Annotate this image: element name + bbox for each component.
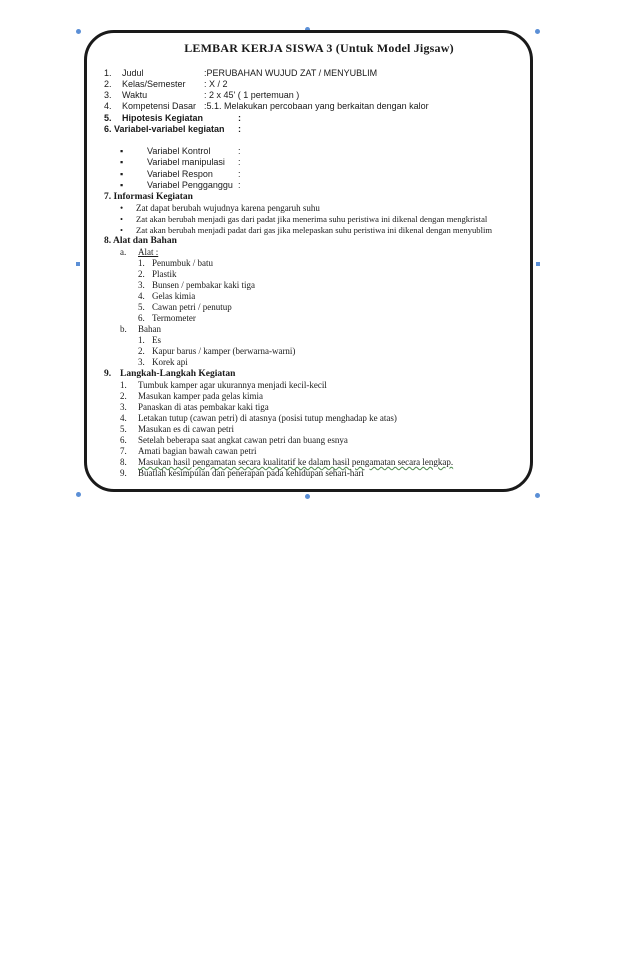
bahan-title: Bahan: [138, 324, 161, 334]
info-row-judul: [104, 68, 377, 79]
item-text: Gelas kimia: [152, 291, 196, 301]
bullet-icon: ▪: [120, 157, 124, 167]
item-num: 3.: [138, 357, 145, 367]
info-label: Kompetensi Dasar: [122, 101, 197, 111]
step-text: Masukan hasil pengamatan secara kualitatif ke dalam hasil pengamatan secara lengkap.: [138, 457, 454, 467]
info-row-hipotesis: [104, 113, 241, 124]
alat-item: [138, 291, 195, 302]
item-text: Penumbuk / batu: [152, 258, 213, 268]
variable-label: Variabel Pengganggu: [147, 180, 233, 190]
bahan-letter: b.: [120, 324, 127, 334]
step-num: 5.: [120, 424, 127, 434]
step-text: Setelah beberapa saat angkat cawan petri dan buang esnya: [138, 435, 348, 445]
variable-colon: :: [238, 157, 241, 167]
variable-item: [120, 146, 241, 157]
info-row-kompetensi: [104, 101, 429, 112]
info-label: Kelas/Semester: [122, 79, 186, 89]
variable-colon: :: [238, 180, 241, 190]
item-num: 6.: [138, 313, 145, 323]
info-num: 5.: [104, 113, 112, 123]
info-value: : 2 x 45' ( 1 pertemuan ): [204, 90, 300, 100]
alat-item: [138, 313, 196, 324]
info-label: Judul: [122, 68, 144, 78]
variable-item: [120, 180, 241, 191]
variable-label: Variabel Kontrol: [147, 146, 211, 156]
bahan-item: [138, 346, 295, 357]
bullet-icon: •: [120, 203, 124, 213]
step-text: Tumbuk kamper agar ukurannya menjadi kecil-kecil: [138, 380, 327, 390]
step-text: Buatlah kesimpulan dan penerapan pada kehidupan sehari-hari: [138, 468, 364, 478]
info-row-variabel: [104, 124, 241, 135]
info-item-text: Zat dapat berubah wujudnya karena pengaruh suhu: [136, 203, 320, 213]
info-item: [120, 225, 492, 236]
step-item: [120, 424, 234, 435]
info-row-waktu: [104, 90, 299, 101]
item-text: Kapur barus / kamper (berwarna-warni): [152, 346, 296, 356]
item-num: 2.: [138, 346, 145, 356]
item-text: Cawan petri / penutup: [152, 302, 232, 312]
step-item: [120, 468, 364, 479]
variable-colon: :: [238, 169, 241, 179]
resize-handle-bottom-left[interactable]: [76, 492, 81, 497]
alat-item: [138, 280, 255, 291]
step-num: 6.: [120, 435, 127, 445]
step-item: [120, 413, 397, 424]
info-label: Variabel-variabel kegiatan: [114, 124, 225, 134]
step-num: 7.: [120, 446, 127, 456]
step-item: [120, 380, 327, 391]
resize-handle-middle-left[interactable]: [76, 262, 80, 266]
info-num: 4.: [104, 101, 112, 111]
item-text: Korek api: [152, 357, 188, 367]
worksheet-title: LEMBAR KERJA SISWA 3 (Untuk Model Jigsaw): [184, 41, 454, 55]
info-item-text: Zat akan berubah menjadi padat dari gas jika melepaskan suhu peristiwa ini dikenal dengan menyublim: [136, 225, 493, 235]
bullet-icon: ▪: [120, 180, 124, 190]
info-num: 1.: [104, 68, 112, 78]
variable-item: [120, 157, 241, 168]
item-num: 1.: [138, 258, 145, 268]
info-num: 2.: [104, 79, 112, 89]
variable-label: Variabel Respon: [147, 169, 213, 179]
item-num: 2.: [138, 269, 145, 279]
info-label: Hipotesis Kegiatan: [122, 113, 204, 123]
info-item: [120, 214, 487, 225]
step-text: Panaskan di atas pembakar kaki tiga: [138, 402, 269, 412]
step-item: [120, 446, 256, 457]
resize-handle-top-right[interactable]: [535, 29, 540, 34]
item-text: Bunsen / pembakar kaki tiga: [152, 280, 255, 290]
item-text: Termometer: [152, 313, 196, 323]
bullet-icon: ▪: [120, 169, 124, 179]
section-8-heading: 8. Alat dan Bahan: [104, 236, 177, 246]
alat-letter: a.: [120, 247, 127, 257]
info-value: :PERUBAHAN WUJUD ZAT / MENYUBLIM: [204, 68, 378, 78]
step-item: [120, 435, 348, 446]
resize-handle-middle-right[interactable]: [536, 262, 540, 266]
info-num: 6.: [104, 124, 112, 134]
alat-heading: [120, 247, 158, 258]
step-num: 1.: [120, 380, 127, 390]
variable-colon: :: [238, 146, 241, 156]
step-num: 9.: [120, 468, 127, 478]
step-item: [120, 402, 269, 413]
item-text: Plastik: [152, 269, 177, 279]
step-text: Masukan es di cawan petri: [138, 424, 234, 434]
section-7-heading: 7. Informasi Kegiatan: [104, 192, 193, 202]
info-value: : X / 2: [204, 79, 228, 89]
info-label: Waktu: [122, 90, 148, 100]
item-num: 3.: [138, 280, 145, 290]
alat-item: [138, 302, 232, 313]
item-num: 4.: [138, 291, 145, 301]
bahan-heading: [120, 324, 161, 335]
variable-label: Variabel manipulasi: [147, 157, 225, 167]
variable-item: [120, 169, 241, 180]
info-row-kelas: [104, 79, 228, 90]
bullet-icon: •: [120, 214, 124, 224]
step-num: 2.: [120, 391, 127, 401]
bahan-item: [138, 335, 161, 346]
bahan-item: [138, 357, 188, 368]
info-value: :: [238, 113, 241, 123]
bullet-icon: •: [120, 225, 124, 235]
bullet-icon: ▪: [120, 146, 124, 156]
step-num: 3.: [120, 402, 127, 412]
info-num: 3.: [104, 90, 112, 100]
resize-handle-bottom-center[interactable]: [305, 494, 310, 499]
step-num: 4.: [120, 413, 127, 423]
resize-handle-top-left[interactable]: [76, 29, 81, 34]
info-value: :5.1. Melakukan percobaan yang berkaitan dengan kalor: [204, 101, 429, 111]
alat-item: [138, 269, 177, 280]
item-text: Es: [152, 335, 161, 345]
section-9-num: 9.: [104, 369, 112, 379]
info-item: [120, 203, 320, 214]
step-item: [120, 457, 453, 468]
item-num: 1.: [138, 335, 145, 345]
item-num: 5.: [138, 302, 145, 312]
section-9-title: Langkah-Langkah Kegiatan: [120, 369, 236, 379]
step-item: [120, 391, 263, 402]
step-text: Amati bagian bawah cawan petri: [138, 446, 257, 456]
step-text: Letakan tutup (cawan petri) di atasnya (posisi tutup menghadap ke atas): [138, 413, 397, 423]
resize-handle-bottom-right[interactable]: [535, 493, 540, 498]
step-text: Masukan kamper pada gelas kimia: [138, 391, 263, 401]
section-9-heading: [104, 369, 235, 380]
alat-title: Alat :: [138, 247, 159, 257]
step-num: 8.: [120, 457, 127, 467]
info-value: :: [238, 124, 241, 134]
info-item-text: Zat akan berubah menjadi gas dari padat jika menerima suhu peristiwa ini dikenal dengan mengkristal: [136, 214, 488, 224]
alat-item: [138, 258, 213, 269]
